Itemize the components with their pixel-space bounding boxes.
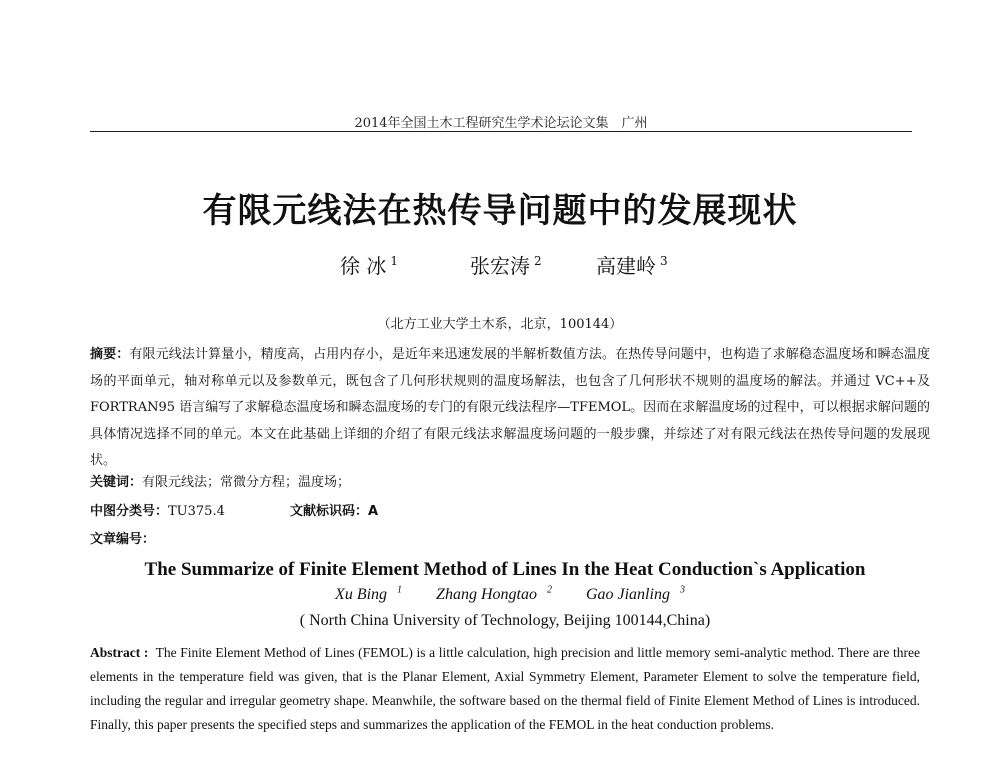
author-cn-3: 高建岭 $^3$ — [596, 254, 668, 278]
keywords-cn-label: 关键词： — [90, 475, 143, 490]
clc-number: 中图分类号：TU375.4 — [90, 504, 225, 519]
article-number: 文章编号： — [90, 532, 156, 547]
author-cn-2: 张宏涛 $^2$ — [470, 254, 542, 278]
header-rule — [90, 131, 912, 132]
paper-title-cn: 有限元线法在热传导问题中的发展现状 — [202, 191, 798, 231]
authors-en — [0, 585, 1000, 604]
keywords-cn-text: 有限元线法；常微分方程；温度场； — [142, 475, 351, 490]
author-cn-1: 徐 冰 $^1$ — [340, 254, 398, 278]
document-code: 文献标识码：A — [290, 504, 379, 519]
abstract-cn-text: 有限元线法计算量小，精度高，占用内存小，是近年来迅速发展的半解析数值方法。在热传导问题中，也构造了求解稳态温度场和瞬态温度场的平面单元，轴对称单元以及参数单元，既包含了几何形状规则的温度场解法，也包含了几何形状不规则的温度场的解法。并通过 VC++及 FORTRAN95 语言编写了求解稳态温度场和瞬态温度场的专门的有限元线法程序—TFEMOL。因而在求解温度场的过程中，可以根据求解问题的具体情况选择不同的单元。本文在此基础上详细的介绍了有限元线法求解温度场问题的一般步骤，并综述了对有限元线法在热传导问题的发展现状。 — [90, 347, 930, 468]
abstract-en-label: Abstract : — [90, 645, 149, 660]
author-en-2: Zhang Hongtao $^2$ — [436, 585, 552, 604]
affiliation-cn: （北方工业大学土木系，北京，100144） — [377, 317, 623, 332]
author-en-1: Xu Bing $^1$ — [335, 585, 403, 604]
abstract-cn — [90, 342, 930, 475]
authors-cn — [330, 250, 750, 284]
abstract-en-text: The Finite Element Method of Lines (FEMOL) is a little calculation, high precision and little memory semi-analytic method. There are three elements in the temperature field was given, that is the Planar Element, Axial Symmetry Element, Parameter Element to solve the temperature field, including the regular and irregular geometry shape. Meanwhile, the software based on the thermal field of Finite Element Method of Lines is introduced. Finally, this paper presents the specified steps and summarizes the application of the FEMOL in the heat conduction problems. — [90, 645, 921, 732]
abstract-cn-label: 摘要： — [90, 347, 130, 362]
running-header: 2014年全国土木工程研究生学术论坛论文集 广州 — [354, 116, 648, 131]
author-en-3: Gao Jianling $^3$ — [585, 585, 685, 604]
affiliation-en: ( North China University of Technology, Beijing 100144,China) — [299, 612, 711, 629]
abstract-en — [90, 641, 920, 737]
paper-title-en: The Summarize of Finite Element Method of Lines In the Heat Conduction`s Application — [144, 559, 866, 580]
keywords-cn — [90, 471, 350, 490]
classification-row — [90, 500, 690, 522]
